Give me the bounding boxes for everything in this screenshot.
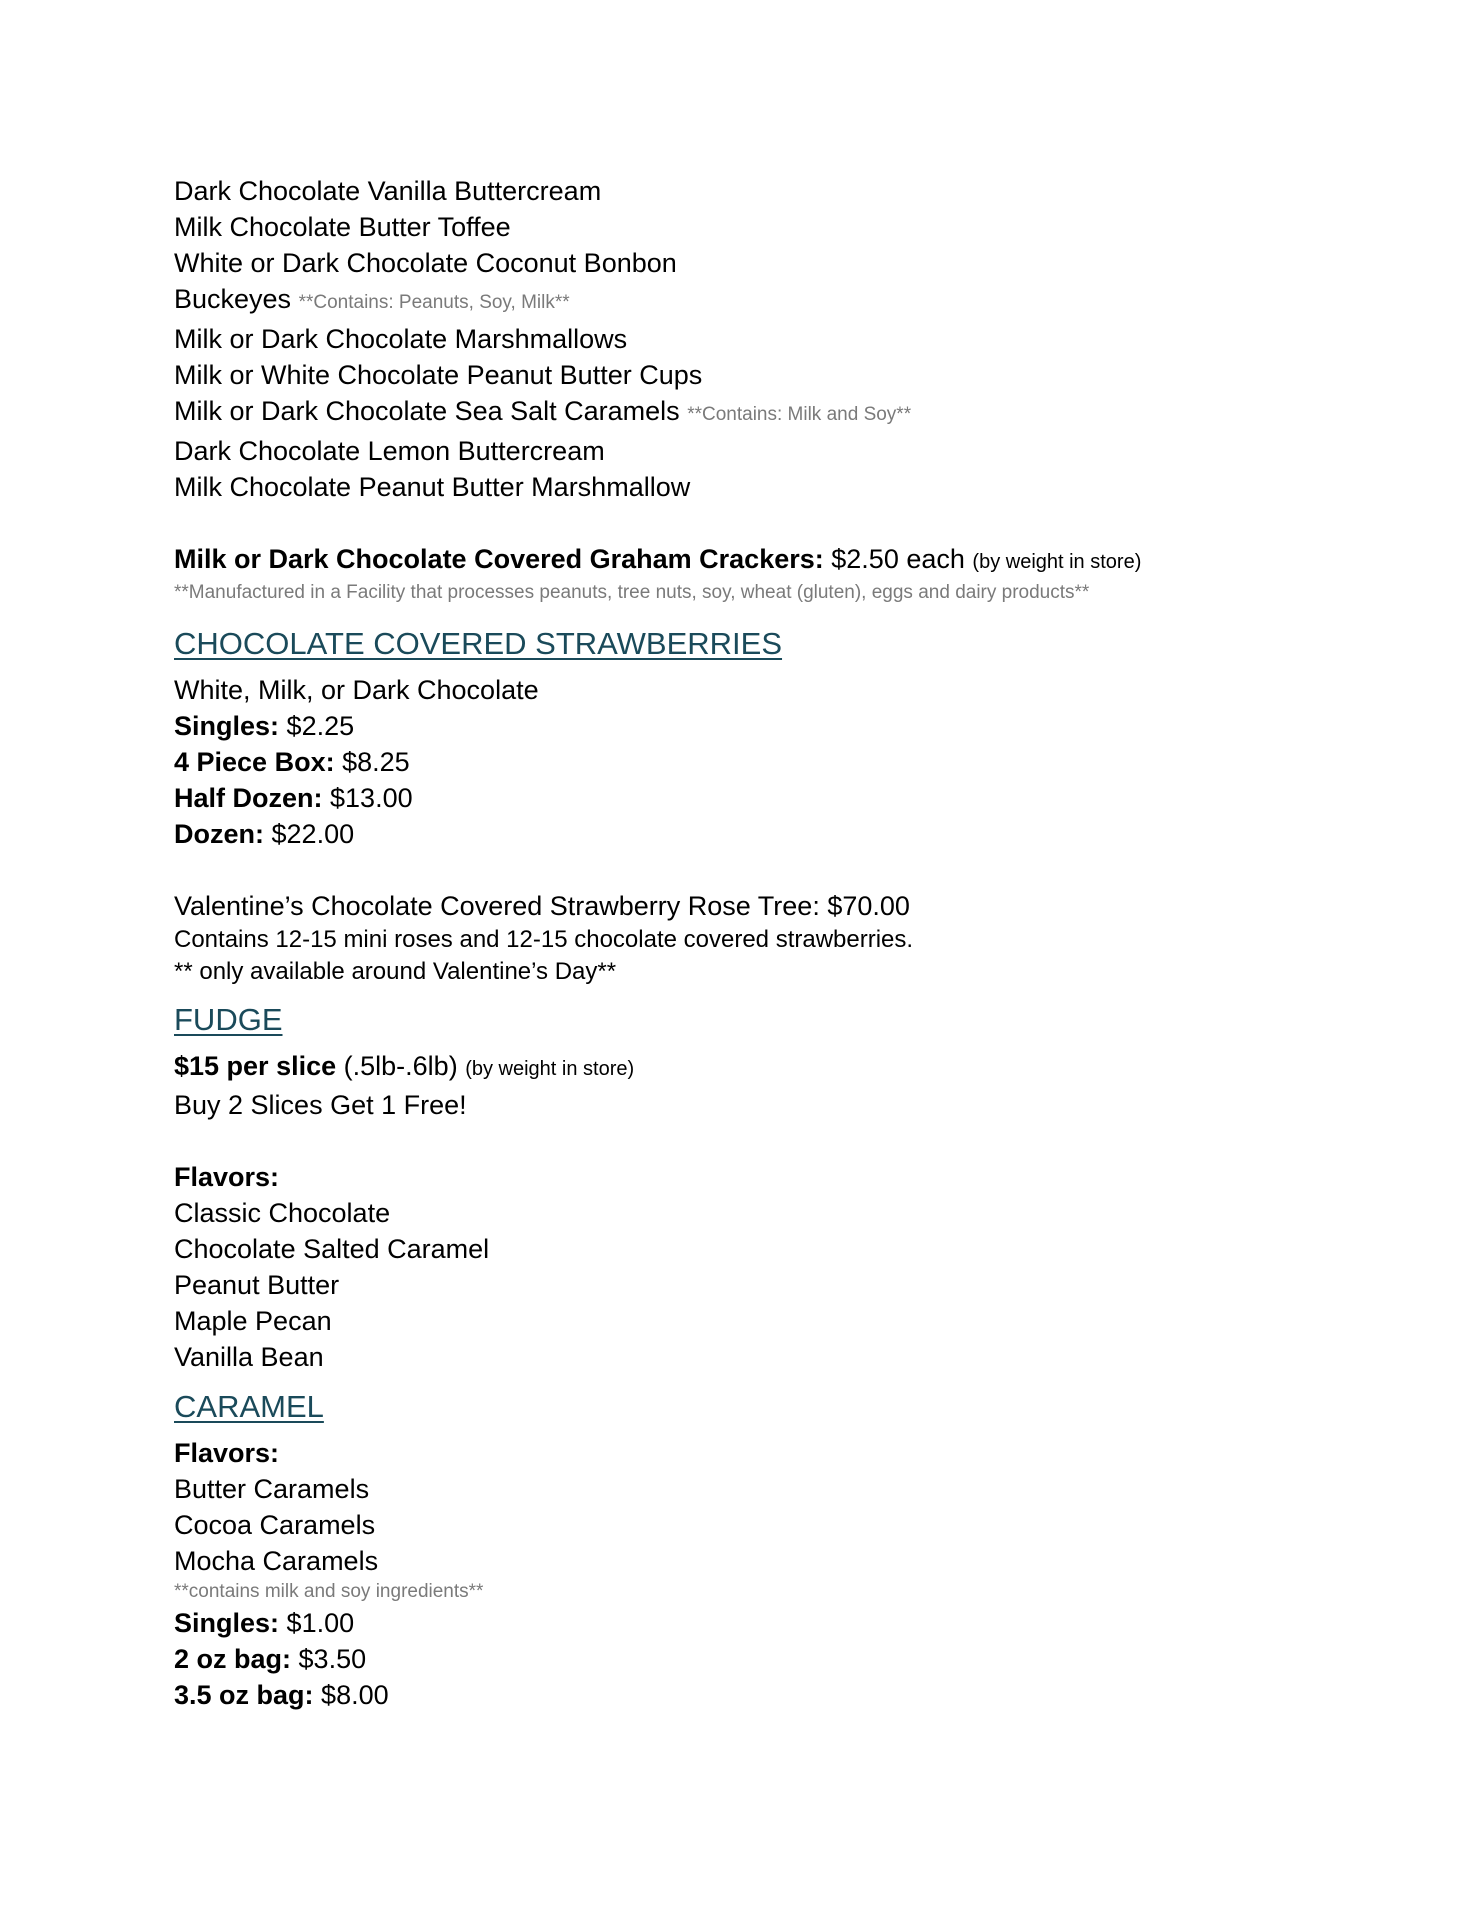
allergen-note: **Contains: Peanuts, Soy, Milk**: [298, 292, 570, 313]
weight-note: (by weight in store): [465, 1058, 635, 1080]
list-item: Peanut Butter: [174, 1270, 340, 1300]
weight-note: (by weight in store): [972, 551, 1142, 573]
list-item: White or Dark Chocolate Coconut Bonbon: [174, 248, 677, 278]
graham-cracker-value: $2.50 each: [831, 544, 965, 574]
list-item: Butter Caramels: [174, 1474, 370, 1504]
fudge-promo: Buy 2 Slices Get 1 Free!: [174, 1090, 467, 1120]
caramel-heading: CARAMEL: [174, 1389, 324, 1424]
list-item: Milk Chocolate Peanut Butter Marshmallow: [174, 472, 691, 502]
list-item: Milk or Dark Chocolate Sea Salt Caramels **Contains: Milk and Soy**: [174, 396, 912, 426]
list-item: Maple Pecan: [174, 1306, 332, 1336]
strawberries-subtitle: White, Milk, or Dark Chocolate: [174, 675, 539, 705]
price-row: 2 oz bag: $3.50: [174, 1644, 367, 1674]
facility-note: **Manufactured in a Facility that processes peanuts, tree nuts, soy, wheat (gluten), eggs and dairy products**: [174, 582, 1090, 603]
caramel-flavors-label: Flavors:: [174, 1438, 280, 1468]
rose-tree-price: Valentine’s Chocolate Covered Strawberry Rose Tree: $70.00: [174, 891, 910, 921]
list-item: Milk Chocolate Butter Toffee: [174, 212, 511, 242]
list-item: Cocoa Caramels: [174, 1510, 376, 1540]
graham-cracker-price: [174, 541, 1314, 580]
rose-tree-availability: ** only available around Valentine’s Day**: [174, 958, 617, 985]
list-item: Buckeyes **Contains: Peanuts, Soy, Milk**: [174, 284, 570, 314]
fudge-heading: FUDGE: [174, 1002, 283, 1037]
price-row: Half Dozen: $13.00: [174, 783, 413, 813]
bonbon-list: [174, 173, 1314, 505]
price-row: Dozen: $22.00: [174, 819, 355, 849]
rose-tree-description: Contains 12-15 mini roses and 12-15 chocolate covered strawberries.: [174, 926, 914, 953]
list-item: Vanilla Bean: [174, 1342, 324, 1372]
fudge-price: $15 per slice (.5lb-.6lb) (by weight in store): [174, 1051, 635, 1081]
list-item: Milk or Dark Chocolate Marshmallows: [174, 324, 628, 354]
price-row: Singles: $1.00: [174, 1608, 355, 1638]
price-row: 4 Piece Box: $8.25: [174, 747, 410, 777]
list-item: Mocha Caramels: [174, 1546, 379, 1576]
list-item: Milk or White Chocolate Peanut Butter Cups: [174, 360, 703, 390]
list-item: Classic Chocolate: [174, 1198, 391, 1228]
strawberries-heading: CHOCOLATE COVERED STRAWBERRIES: [174, 626, 783, 661]
allergen-note: **Contains: Milk and Soy**: [687, 404, 912, 425]
list-item: Dark Chocolate Vanilla Buttercream: [174, 176, 602, 206]
menu-page: [174, 173, 1314, 1713]
price-row: 3.5 oz bag: $8.00: [174, 1680, 389, 1710]
price-row: Singles: $2.25: [174, 711, 355, 741]
fudge-flavors-label: Flavors:: [174, 1162, 280, 1192]
graham-cracker-label: Milk or Dark Chocolate Covered Graham Crackers:: [174, 544, 824, 574]
list-item: Dark Chocolate Lemon Buttercream: [174, 436, 605, 466]
allergen-note: **contains milk and soy ingredients**: [174, 1581, 484, 1602]
list-item: Chocolate Salted Caramel: [174, 1234, 490, 1264]
